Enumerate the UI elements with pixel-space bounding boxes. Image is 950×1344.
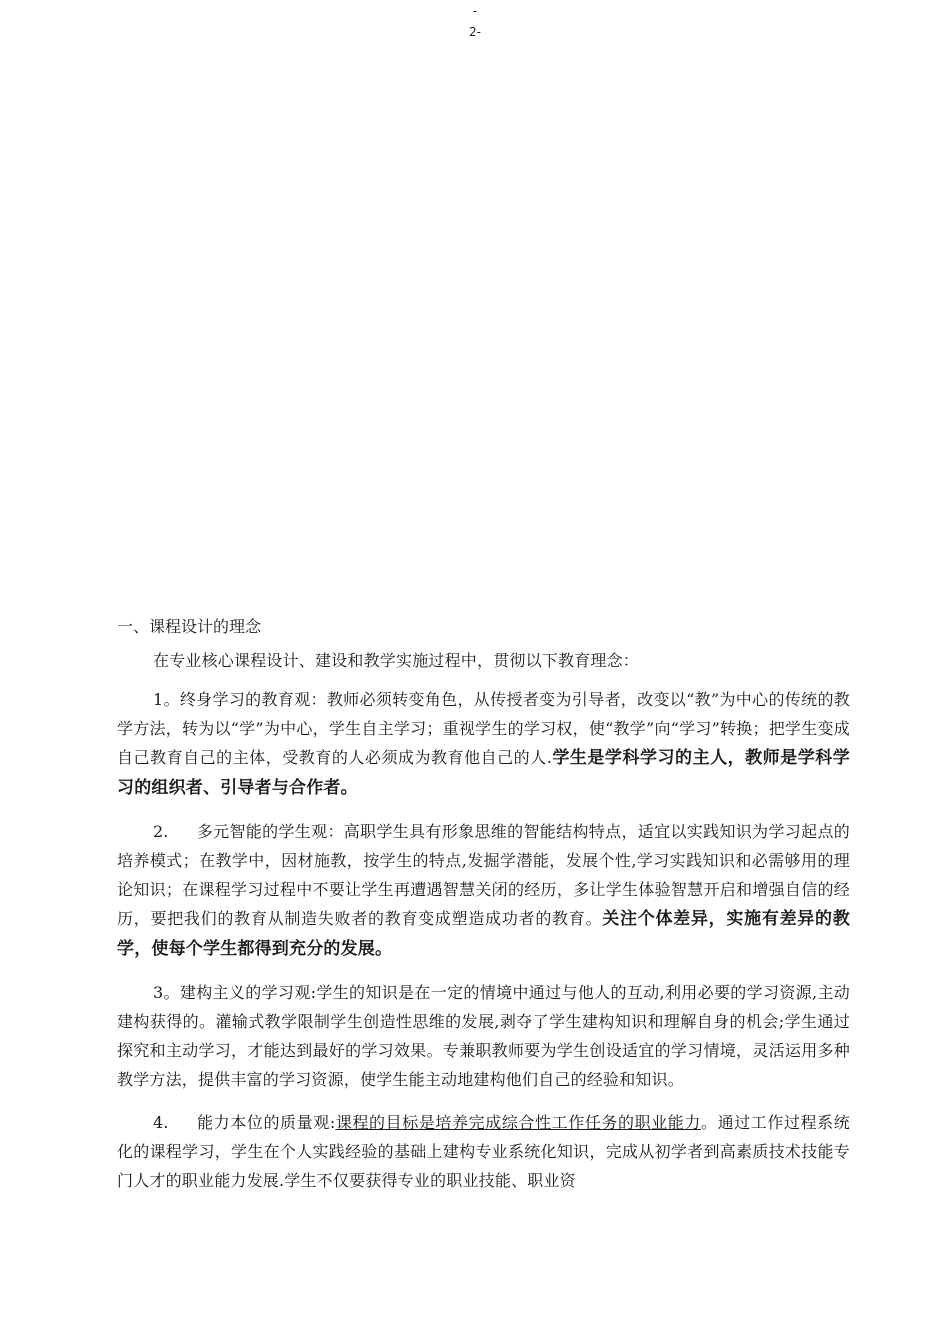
item-4-text: 。通过工作过程系统化的课程学习，学生在个人实践经验的基础上建构专业系统化知识，完成从初学者到高素质技术技能专门人才的职业能力发展.学生不仅要获得专业的职业技能、职业资 <box>117 1113 850 1190</box>
document-body <box>117 614 850 1209</box>
item-4-underlined-text: 课程的目标是培养完成综合性工作任务的职业能力 <box>335 1113 701 1132</box>
item-1-number: 1。 <box>153 690 180 709</box>
page-number: 2- <box>469 25 481 39</box>
section-heading: 一、课程设计的理念 <box>117 617 262 636</box>
item-2-number: 2. <box>153 822 169 841</box>
item-2-paragraph <box>117 817 850 964</box>
item-4-number: 4. <box>153 1113 169 1132</box>
item-2-bold-text: 关注个体差异，实施有差异的教学，使每个学生都得到充分的发展。 <box>117 909 850 959</box>
item-1-bold-text: 学生是学科学习的主人，教师是学科学习的组织者、引导者与合作者。 <box>117 748 850 798</box>
page-header-dash: - <box>472 4 478 18</box>
item-3-text: 建构主义的学习观:学生的知识是在一定的情境中通过与他人的互动,利用必要的学习资源,主动建构获得的。灌输式教学限制学生创造性思维的发展,剥夺了学生建构知识和理解自身的机会;学生通过探究和主动学习，才能达到最好的学习效果。专兼职教师要为学生创设适宜的学习情境，灵活运用多种教学方法，提供丰富的学习资源，使学生能主动地建构他们自己的经验和知识。 <box>117 983 850 1089</box>
item-3-number: 3。 <box>153 983 180 1002</box>
item-1-text: 终身学习的教育观：教师必须转变角色，从传授者变为引导者，改变以“教”为中心的传统的教学方法，转为以“学”为中心，学生自主学习；重视学生的学习权，使“教学”向“学习”转换；把学生变成自己教育自己的主体，受教育的人必须成为教育他自己的人. <box>117 690 850 767</box>
item-4-lead: 能力本位的质量观: <box>196 1113 336 1132</box>
item-2-text: 多元智能的学生观：高职学生具有形象思维的智能结构特点，适宜以实践知识为学习起点的培养模式；在教学中，因材施教，按学生的特点,发掘学潜能，发展个性,学习实践知识和必需够用的理论知识；在课程学习过程中不要让学生再遭遇智慧关闭的经历，多让学生体验智慧开启和增强自信的经历，要把我们的教育从制造失败者的教育变成塑造成功者的教育。 <box>117 822 850 928</box>
intro-paragraph: 在专业核心课程设计、建设和教学实施过程中，贯彻以下教育理念： <box>153 651 640 670</box>
item-1-paragraph <box>117 685 850 803</box>
item-4-paragraph <box>117 1108 850 1195</box>
item-3-paragraph <box>117 978 850 1094</box>
